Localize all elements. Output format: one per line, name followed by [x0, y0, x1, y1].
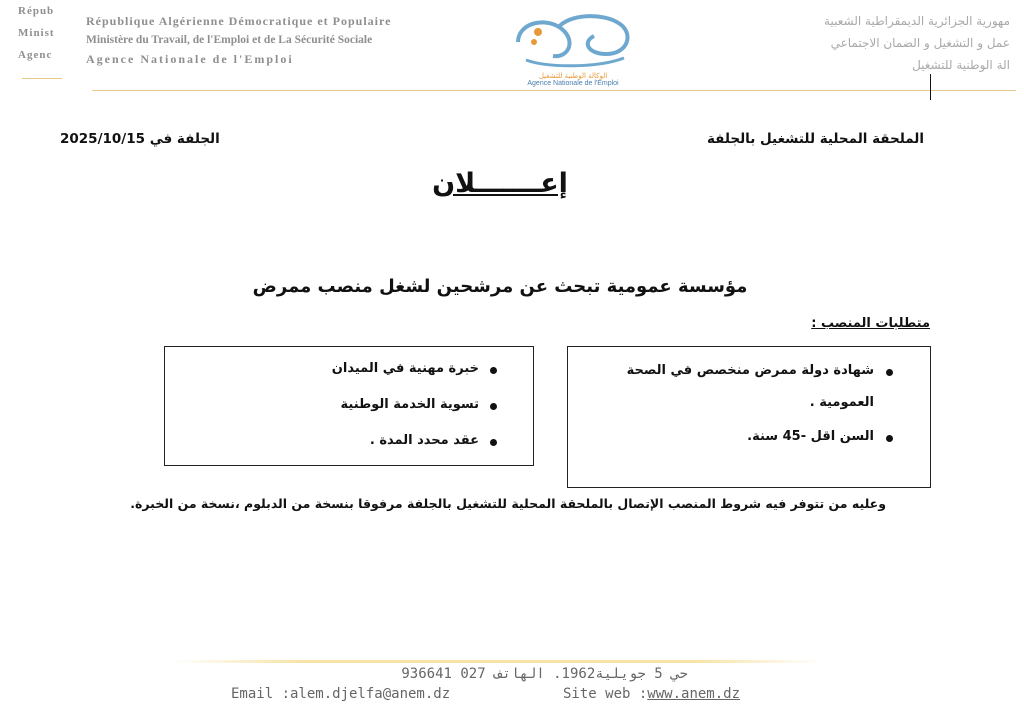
requirements-heading: متطلبات المنصب :	[811, 316, 930, 331]
header-short-rule	[22, 78, 62, 79]
logo-caption-fr: Agence Nationale de l'Emploi	[527, 80, 619, 87]
requirement-age: السن اقل -45 سنة.	[747, 429, 874, 444]
closing-line: وعليه من تتوفر فيه شروط المنصب الإتصال بالملحقة المحلية للتشغيل بالجلفة مرفوقا بنسخة من الدبلوم ،نسخة من الخبرة.	[130, 496, 886, 511]
footer-site-link[interactable]: www.anem.dz	[647, 686, 741, 702]
cut-line-2: Minist	[18, 27, 55, 39]
cut-line-3: Agenc	[18, 49, 53, 61]
requirement-military-service: تسوية الخدمة الوطنية	[340, 397, 479, 412]
announcement-title: إعـــــــلان	[432, 168, 568, 199]
footer-site-label: Site web :	[563, 686, 648, 702]
footer-website	[563, 686, 740, 702]
header-rule	[92, 90, 1016, 91]
header-arabic-block	[650, 10, 1010, 76]
header-left-cut	[18, 0, 62, 66]
requirements-box-left	[164, 346, 534, 466]
header-fr-line-2: Ministère du Travail, de l'Emploi et de La Sécurité Sociale	[86, 34, 373, 46]
requirement-diploma: شهادة دولة ممرض منخصص في الصحة	[626, 363, 874, 378]
subject-line: مؤسسة عمومية تبحث عن مرشحين لشغل منصب ممرض	[252, 276, 748, 297]
logo-caption-ar: الوكالة الوطنية للتشغيل	[538, 72, 608, 80]
office-name: الملحقة المحلية للتشغيل بالجلفة	[706, 131, 924, 147]
bullet-icon	[886, 369, 893, 376]
bullet-icon	[490, 403, 497, 410]
requirement-diploma-cont: العمومية .	[809, 395, 874, 410]
date-line: الجلفة في 2025/10/15	[60, 131, 220, 147]
footer-rule	[172, 660, 824, 663]
header-ar-line-2: عمل و التشغيل و الضمان الاجتماعي	[830, 36, 1010, 50]
requirements-box-right	[567, 346, 931, 488]
header-fr-line-3: Agence Nationale de l'Emploi	[86, 52, 294, 66]
requirement-contract: عقد محدد المدة .	[369, 433, 479, 448]
cut-line-1: Répub	[18, 5, 55, 17]
text-cursor	[930, 74, 931, 100]
anem-logo-icon	[508, 8, 638, 70]
bullet-icon	[490, 439, 497, 446]
title-wrap	[0, 168, 1000, 199]
bullet-icon	[886, 435, 893, 442]
bullet-icon	[490, 367, 497, 374]
footer-address: حي 5 جويلية1962. الهاتف 027 936641	[401, 666, 688, 682]
header-ar-line-1: مهورية الجزائرية الديمقراطية الشعبية	[824, 14, 1010, 28]
anem-logo	[508, 8, 638, 88]
footer-email: Email :alem.djelfa@anem.dz	[231, 686, 451, 702]
header-ar-line-3: الة الوطنية للتشغيل	[912, 58, 1010, 72]
requirement-experience: خبرة مهنية في الميدان	[331, 361, 479, 376]
header-french-block	[86, 12, 391, 69]
header-fr-line-1: République Algérienne Démocratique et Populaire	[86, 14, 392, 28]
